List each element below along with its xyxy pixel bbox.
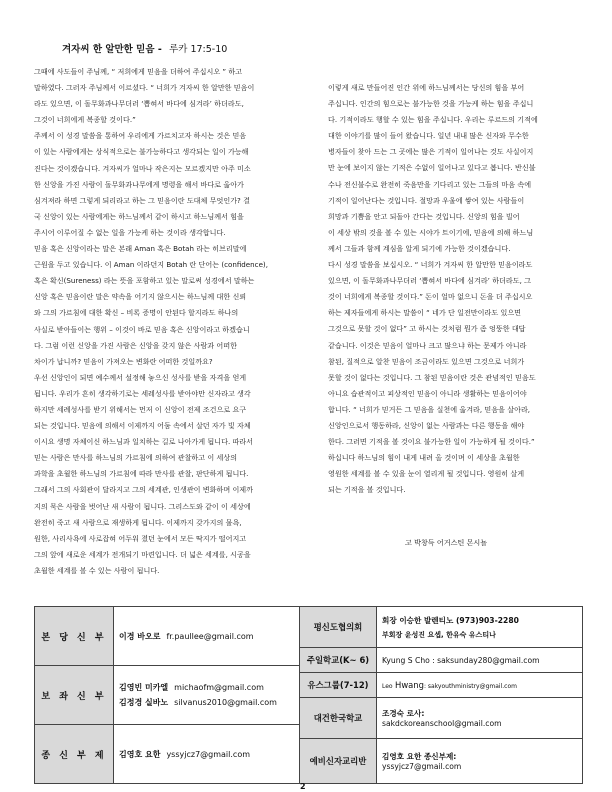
article-line: 한 신앙을 가진 사람이 돌무화과나무에게 명령을 해서 바다로 옮아가 [34,179,244,189]
article-line: 하십니다 하느님의 힘이 내게 내려 올 것이며 이 세상을 초월한 [328,453,520,463]
article-line: 다시 성경 말씀을 보십시오. “ 너희가 겨자씨 한 알만한 믿음이라도 [328,260,533,270]
clergy-name: 김정경 실바노 [119,698,169,707]
article-line: 이렇게 새로 만들어진 인간 위에 하느님께서는 당신의 힘을 부어 [328,83,525,92]
article-line: 신앙 혹은 믿음이란 말은 약속을 어기지 않으시는 하느님께 대한 신뢰 [34,292,247,302]
page-number: 2 [300,782,306,791]
clergy-name: 김영빈 미카엘 [119,683,169,692]
article-line: 기적이 일어난다는 것입니다. 절망과 우울에 쌓여 있는 사람들이 [328,195,525,205]
clergy-row-associates [35,666,299,725]
youth-contact-name: Hwang [395,680,424,690]
clergy-value [119,607,295,665]
ministry-row-korean-school [300,698,582,739]
right-column [328,80,590,498]
article-line: 믿는 사람은 만사를 하느님의 가르침에 의하여 관찰하고 이 세상의 [34,453,238,463]
article-line: 이시요 생명 자체이신 하느님과 일치하는 길로 나아가게 됩니다. 따라서 [34,437,254,447]
ministry-label: 평신도협의회 [300,607,377,647]
article-line: 다. 기적이라도 행할 수 있는 힘을 주십니다. 우리는 루르드의 기적에 [328,115,538,125]
ministry-row-youth [300,673,582,698]
article-line: 라도 있으면, 이 돌무화과나무더러 ‘뽑혀서 바다에 심겨라’ 하더라도, [34,99,244,109]
clergy-email[interactable]: fr.paullee@gmail.com [166,631,254,641]
article-line: 와 그의 가르침에 대한 확신 – 비록 증명이 안된다 할지라도 하나의 [34,308,239,318]
article-line: 초월한 세계를 볼 수 있는 사람이 됩니다. [34,565,160,575]
article-line: 진다는 것이겠습니다. 겨자씨가 얼마나 작은지는 모르겠지만 아주 미소 [34,163,251,173]
clergy-email[interactable]: silvanus2010@gmail.com [174,698,277,707]
article-line: 영원한 세계를 볼 수 있을 눈이 열리게 될 것입니다. 영원히 살게 [328,469,525,479]
article-line: 과학을 초월한 하느님의 가르침에 따라 만사를 관찰, 판단하게 됩니다. [34,469,249,479]
article-line: 되는 기적을 볼 것입니다. [328,485,406,495]
council-vice-presidents: 부회장 윤성진 요셉, 한유숙 유스티나 [382,630,496,639]
article-title [62,41,227,55]
ministry-value [382,648,578,672]
article-line: 되는 것입니다. 믿음에 의해서 이제까지 어둠 속에서 살던 자가 빛 자체 [34,421,251,431]
clergy-name: 김영호 요한 [119,749,161,759]
article-line: 심겨져라 하면 그렇게 되리라고 하는 그 믿음이란 도대체 무엇인가? 결 [34,195,250,205]
article-line: 그래서 그의 사회관이 달라지고 그의 세계관, 인생관이 변화하며 이제까 [34,485,254,495]
article-line: 주십니다. 인간의 힘으로는 불가능한 것을 가능케 하는 힘을 주십니 [328,99,534,109]
ministry-value [382,673,578,697]
author-signature: 고 박창득 어거스틴 몬시뇰 [405,538,488,547]
clergy-value [119,725,295,783]
clergy-label: 종 신 부 제 [35,725,114,783]
rcia-contact: 김영호 요한 종신부제: [382,752,457,761]
clergy-value [119,666,295,724]
article-line: 아니요 습관적이고 피상적인 믿음이 아니라 생활하는 믿음이어야 [328,388,527,398]
article-line: 주께서 이 성경 말씀을 통하여 우리에게 가르치고자 하시는 것은 믿음 [34,131,247,141]
article-line: 것이 너희에게 복종할 것이다.” 돈이 얼마 없으니 돈을 더 주십시오 [328,292,533,302]
ministry-row-rcia [300,739,582,783]
article-line: 사실로 받아들이는 행위 – 이것이 바로 믿음 혹은 신앙이라고 하겠습니 [34,324,250,334]
korean-school-email[interactable]: sakdckoreanschool@gmail.com [382,719,502,728]
article-line: 하는 제자들에게 하시는 말씀이 “ 네가 단 일전만이라도 있으면 [328,308,522,318]
council-president: 회장 이승한 발렌티노 (973)903-2280 [382,615,519,625]
article-line: 주시어 이루어질 수 없는 일을 가능케 하는 것이라 생각합니다. [34,227,226,237]
clergy-label: 본 당 신 부 [35,607,114,665]
clergy-row-deacon [35,725,299,783]
article-line: 신앙인으로서 행동하라, 신앙이 없는 사람과는 다른 행동을 해야 [328,420,525,430]
ministry-row-council [300,607,582,648]
article-line: 차이가 납니까? 믿음이 가져오는 변화란 어떠한 것일까요? [34,356,213,366]
article-line: 이 세상 밖의 것을 볼 수 있는 시야가 트이기에, 믿음에 의해 하느님 [328,227,534,237]
article-line: 다. 그럼 이런 신앙을 가진 사람은 신앙을 갖지 않은 사람과 어떠한 [34,340,237,350]
parish-directory [34,606,583,784]
clergy-row-pastor [35,607,299,666]
article-line: 그때에 사도들이 주님께, “ 저희에게 믿음을 더하여 주십시오 ” 하고 [34,67,243,76]
ministry-value [382,698,578,738]
article-line: 만 눈에 보이지 않는 기적은 수없이 일어나고 있다고 봅니다. 반신불 [328,163,536,173]
article-line: 근원을 두고 있습니다. 이 Aman 이라던지 Botah 란 단어는 (confidence), [34,260,268,270]
article-line: 하지만 세례성사를 받기 위해서는 먼저 이 신앙이 전제 조건으로 요구 [34,404,247,414]
left-column [34,64,320,579]
article-line: 한다. 그러면 기적을 볼 것이요 불가능한 일이 가능하게 될 것이다.” [328,437,535,447]
clergy-name: 이경 바오로 [119,631,161,641]
clergy-email[interactable]: michaofm@gmail.com [174,683,264,692]
title-main: 겨자씨 한 알만한 믿음 - [62,44,162,55]
article-line: 믿음 혹은 신앙이라는 말은 본래 Aman 혹은 Botah 라는 히브리말에 [34,244,247,254]
article-line: 참된, 질적으로 알찬 믿음이 조금이라도 있으면 그것으로 너희가 [328,356,525,366]
ministry-row-sunday-school [300,648,582,673]
clergy-email[interactable]: yssyjcz7@gmail.com [166,749,250,759]
youth-contact-prefix: Leo [382,683,393,690]
article-line: 말하였다. 그러자 주님께서 이르셨다. “ 너희가 겨자씨 한 알만한 믿음이 [34,83,255,93]
ministry-label: 대건한국학교 [300,698,377,738]
ministry-label: 유스그룹(7-12) [300,673,377,697]
article-line: 됩니다. 우리가 흔히 생각하기로는 세레성사를 받아야만 신자라고 생각 [34,388,251,398]
article-line: 대한 이야기를 많이 들어 왔습니다. 일년 내내 많은 신자와 무수한 [328,131,529,141]
ministry-label: 예비신자교리반 [300,739,377,783]
article-line: 수나 전신불수로 완전히 죽음만을 기다리고 있는 그들의 마음 속에 [328,179,532,189]
article-line: 있으면, 이 돌무화과나무더러 ‘뽑혀서 바다에 심겨라’ 하더라도, 그 [328,276,531,286]
ministry-label: 주일학교(K~ 6) [300,648,377,672]
article-line: 못할 것이 없다는 것입니다. 그 참된 믿음이란 것은 관념적인 믿음도 [328,372,536,382]
article-line: 합니다. “ 너희가 믿거든 그 믿음을 실천에 옮겨라, 믿음을 살아라, [328,404,531,414]
rcia-email[interactable]: yssyjcz7@gmail.com [382,762,462,771]
article-line: 우선 신앙인이 되면 예수께서 설정해 놓으신 성사를 받을 자격을 얻게 [34,372,247,382]
ministry-table [300,607,582,783]
article-line: 께서 그들과 함께 계심을 알게 되기에 가능한 것이겠습니다. [328,243,511,253]
article-line: 그것이 너희에게 복종할 것이다.” [34,115,136,125]
article-line: 완전히 죽고 새 사람으로 재생하게 됩니다. 이제까지 갖가지의 물욕, [34,517,242,527]
article-line: 이 있는 사람에게는 상식적으로는 불가능하다고 생각되는 일이 가능해 [34,147,249,157]
article-line: 같습니다. 이것은 믿음이 얼마나 크고 많으냐 하는 문제가 아니라 [328,340,527,350]
article-line: 희망과 기쁨을 안고 되돌아 간다는 것입니다. 신앙의 힘을 빌어 [328,211,520,221]
ministry-value [382,739,578,783]
article-line: 지의 묵은 사람을 벗어난 새 사람이 됩니다. 그리스도와 같이 이 세상에 [34,501,251,511]
ministry-value [382,607,578,647]
sunday-school-contact[interactable]: Kyung S Cho : saksunday280@gmail.com [382,655,540,665]
article-line: 그의 앞에 새로운 세계가 전개되기 마련입니다. 더 넓은 세계를, 시공을 [34,549,251,559]
title-scripture-ref: 루카 17:5-10 [169,44,228,55]
article-line: 원한, 사리사욕에 사로잡혀 어두워 졌던 눈에서 모든 딱지가 떨어지고 [34,533,247,543]
youth-contact-email[interactable]: : sakyouthministry@gmail.com [423,683,517,690]
korean-school-contact: 조경숙 로사: [382,709,425,718]
article-line: 병자들이 찾아 드는 그 곳에는 많은 기적이 일어나는 것도 사실이지 [328,147,534,157]
article-line: 혹은 확신(Sureness) 라는 뜻을 포함하고 있는 말로써 성경에서 말하는 [34,276,255,286]
article-line: 그것으로 못할 것이 없다” 고 하시는 것처럼 뭔가 좀 엉뚱한 대답 [328,324,526,334]
clergy-label: 보 좌 신 부 [35,666,114,724]
article-line: 국 신앙이 있는 사람에게는 하느님께서 같이 하시고 하느님께서 힘을 [34,211,244,221]
clergy-table [35,607,300,783]
